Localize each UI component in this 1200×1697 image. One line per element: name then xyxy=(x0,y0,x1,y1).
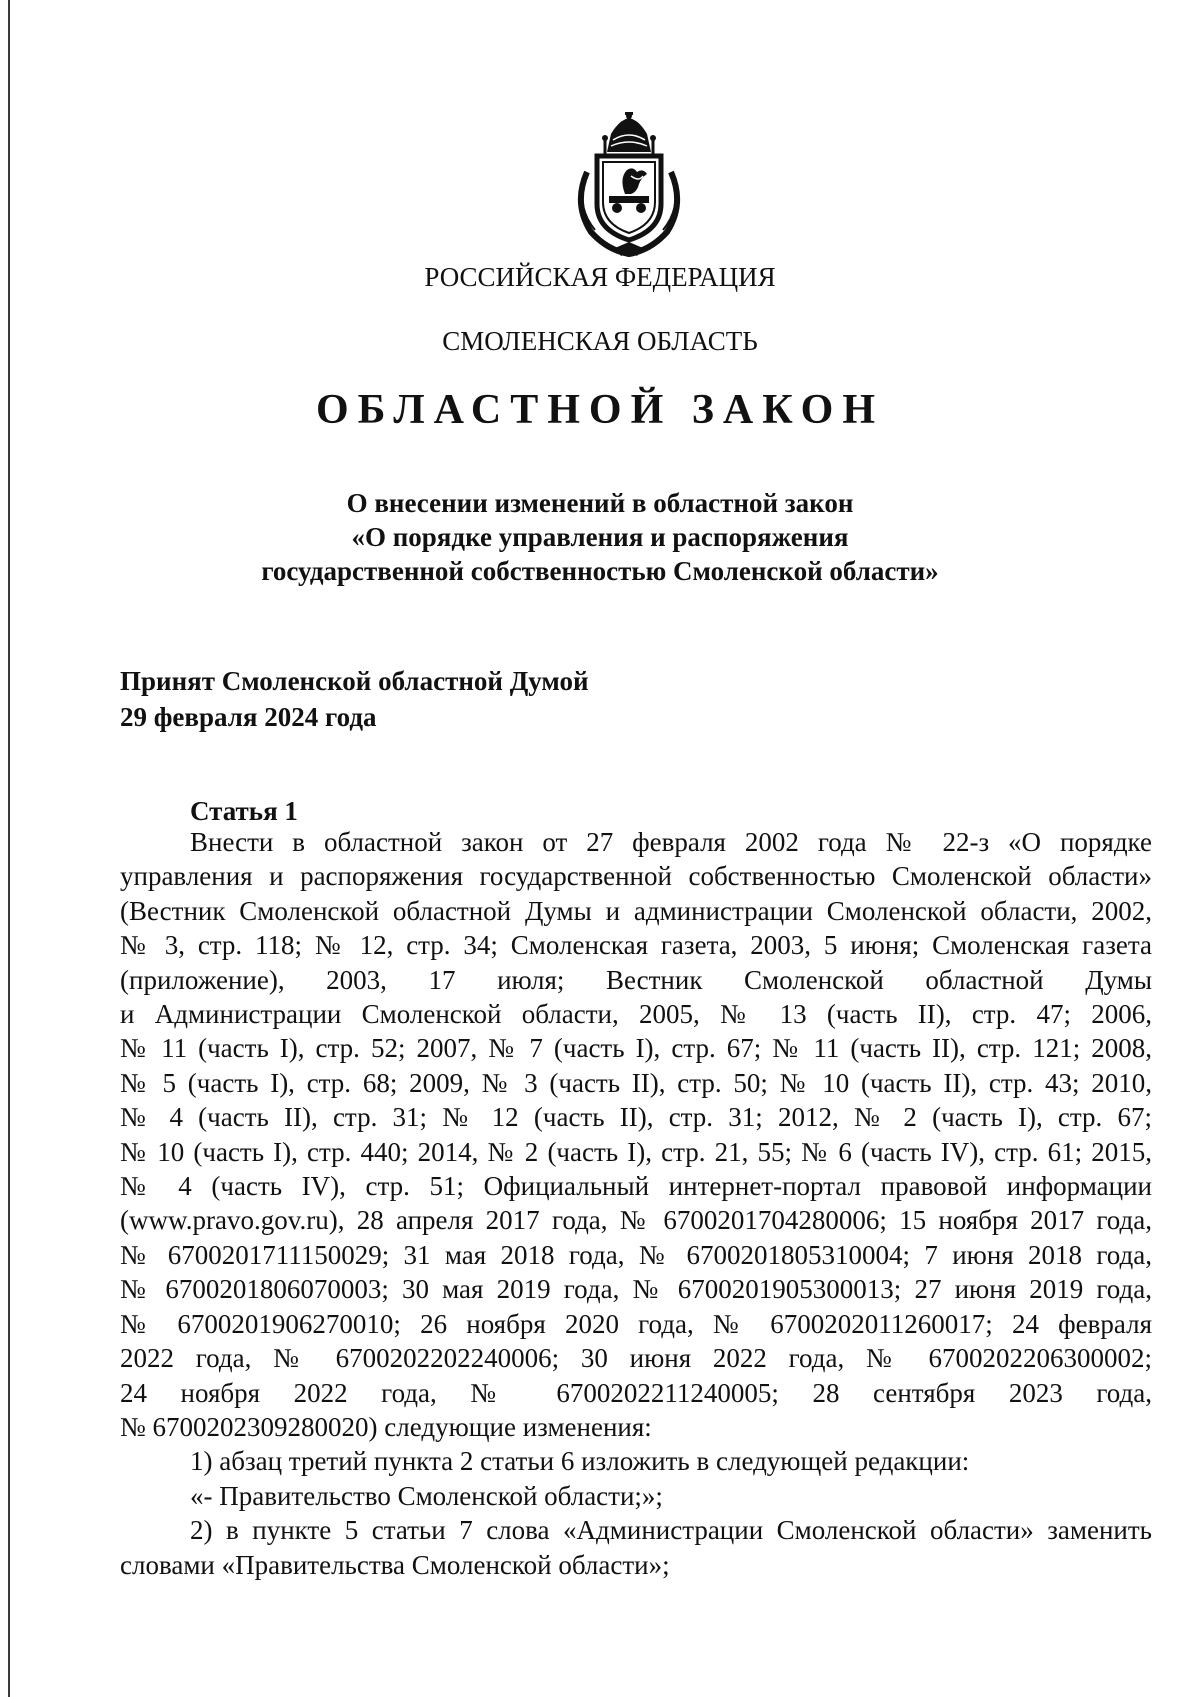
article-line: (приложение), 2003, 17 июля; Вестник Смоленской областной Думы xyxy=(120,964,1152,995)
adoption-body: Принят Смоленской областной Думой xyxy=(120,666,589,696)
adoption-date: 29 февраля 2024 года xyxy=(120,702,377,732)
law-subject-line: «О порядке управления и распоряжения xyxy=(351,522,849,552)
article-line: 2) в пункте 5 статьи 7 слова «Администрации Смоленской области» заменить xyxy=(190,1515,1152,1546)
law-subject-line: государственной собственностью Смоленской области» xyxy=(261,556,939,586)
law-subject-line: О внесении изменений в областной закон xyxy=(346,488,854,518)
country-heading: РОССИЙСКАЯ ФЕДЕРАЦИЯ xyxy=(424,262,776,292)
article-line: № 6700201711150029; 31 мая 2018 года, № 6700201805310004; 7 июня 2018 года, xyxy=(120,1239,1152,1270)
article-line: № 10 (часть I), стр. 440; 2014, № 2 (часть I), стр. 21, 55; № 6 (часть IV), стр. 61; 2015, xyxy=(120,1136,1152,1167)
article-body xyxy=(120,825,1152,1582)
document-type-title: ОБЛАСТНОЙ ЗАКОН xyxy=(315,387,885,433)
adoption-note xyxy=(120,663,589,735)
article-line: (www.pravo.gov.ru), 28 апреля 2017 года, № 6700201704280006; 15 ноября 2017 года, xyxy=(120,1205,1152,1236)
article-line: 24 ноября 2022 года, № 6700202211240005; 28 сентября 2023 года, xyxy=(120,1377,1152,1408)
article-line: № 4 (часть IV), стр. 51; Официальный интернет-портал правовой информации xyxy=(120,1171,1152,1202)
article-line: Внести в областной закон от 27 февраля 2002 года № 22-з «О порядке xyxy=(190,827,1152,857)
article-line: № 3, стр. 118; № 12, стр. 34; Смоленская газета, 2003, 5 июня; Смоленская газета xyxy=(120,930,1152,961)
article-line: № 11 (часть I), стр. 52; 2007, № 7 (часть I), стр. 67; № 11 (часть II), стр. 121; 2008, xyxy=(120,1033,1152,1064)
article-line: № 6700202309280020) следующие изменения: xyxy=(120,1411,652,1442)
article-line: словами «Правительства Смоленской области»; xyxy=(120,1549,670,1580)
article-line: 1) абзац третий пункта 2 статьи 6 изложить в следующей редакции: xyxy=(190,1446,970,1477)
article-line: «- Правительство Смоленской области;»; xyxy=(190,1480,663,1511)
article-heading: Статья 1 xyxy=(190,796,298,826)
region-heading: СМОЛЕНСКАЯ ОБЛАСТЬ xyxy=(442,326,758,356)
smolensk-coat-of-arms-icon xyxy=(567,112,692,257)
article-line: управления и распоряжения государственной собственностью Смоленской области» xyxy=(120,861,1152,892)
article-line: № 6700201906270010; 26 ноября 2020 года, № 6700202011260017; 24 февраля xyxy=(120,1308,1152,1339)
scan-edge-line xyxy=(8,0,10,1697)
article-line: № 5 (часть I), стр. 68; 2009, № 3 (часть II), стр. 50; № 10 (часть II), стр. 43; 2010, xyxy=(120,1067,1152,1098)
article-line: (Вестник Смоленской областной Думы и администрации Смоленской области, 2002, xyxy=(120,895,1152,926)
law-subject xyxy=(0,486,1200,588)
article-line: № 4 (часть II), стр. 31; № 12 (часть II), стр. 31; 2012, № 2 (часть I), стр. 67; xyxy=(120,1102,1152,1133)
article-line: 2022 года, № 6700202202240006; 30 июня 2022 года, № 6700202206300002; xyxy=(120,1343,1152,1374)
article-line: № 6700201806070003; 30 мая 2019 года, № 6700201905300013; 27 июня 2019 года, xyxy=(120,1274,1152,1305)
article-line: и Администрации Смоленской области, 2005, № 13 (часть II), стр. 47; 2006, xyxy=(120,999,1152,1030)
